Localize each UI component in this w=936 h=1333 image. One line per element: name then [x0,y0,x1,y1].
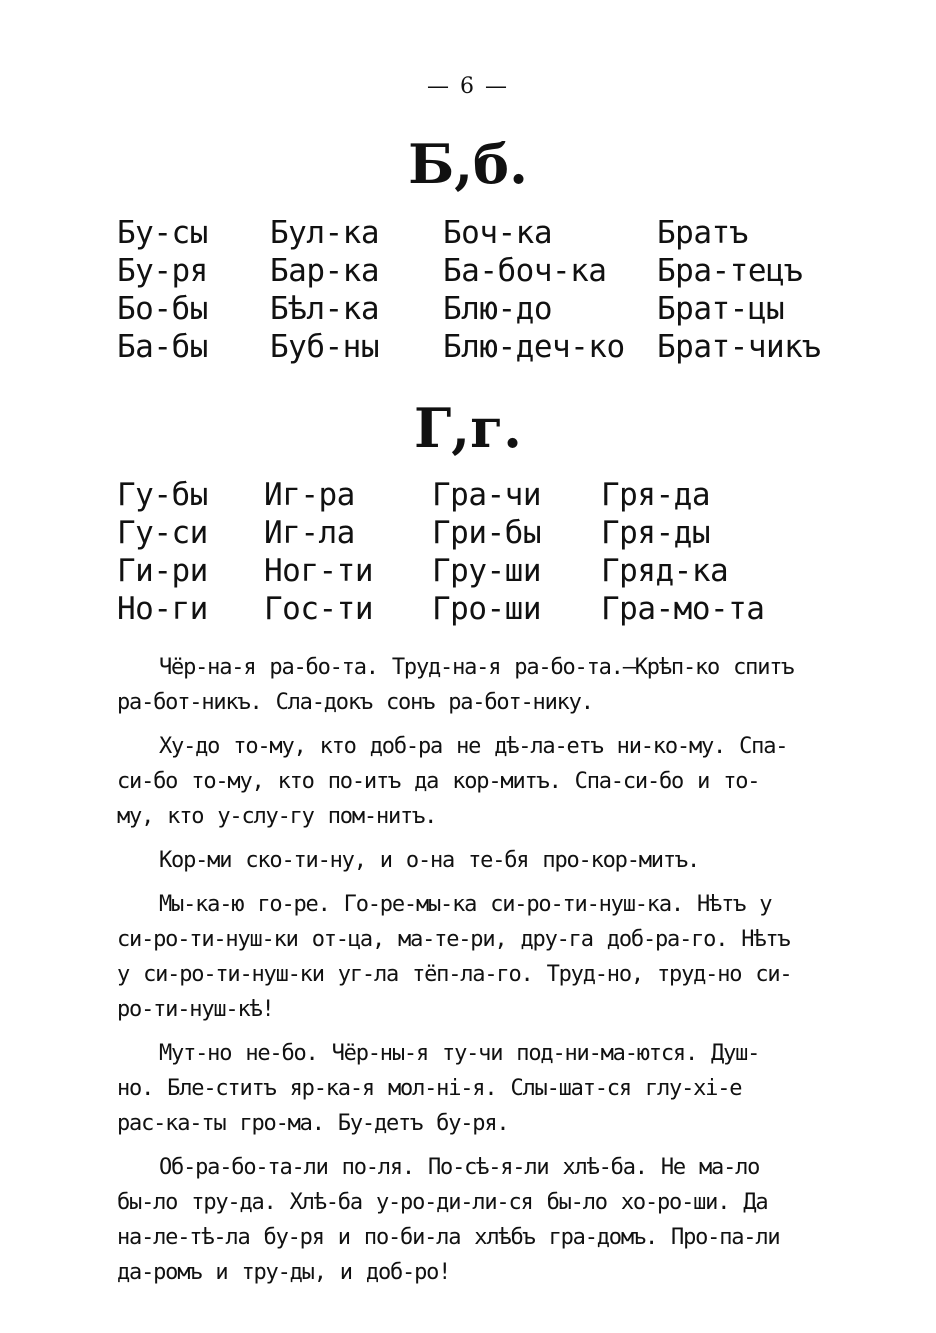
word: Бу-ря [117,253,208,289]
word: Гос-ти [264,591,373,627]
word: Бу-сы [117,215,208,251]
word: Бул-ка [270,215,379,251]
text-line: но. Бле-ститъ яр-ка-я мол-нi-я. Слы-шат-ся глу-хi-е [117,1076,742,1101]
text-line: на-ле-тѣ-ла бу-ря и по-би-ла хлѣбъ гра-домъ. Про-па-ли [117,1225,780,1250]
word-column [270,214,379,366]
paragraph [117,1150,827,1290]
text-line: си-ро-ти-нуш-ки от-ца, ма-те-ри, дру-га доб-ра-го. Нѣтъ [117,927,790,952]
word: Гря-ды [601,515,710,551]
paragraph [117,843,827,878]
text-line: Об-ра-бо-та-ли по-ля. По-сѣ-я-ли хлѣ-ба. Не ма-ло [159,1155,760,1180]
word: Бѣл-ка [270,291,379,327]
word-column [657,214,820,366]
word-column [264,476,373,628]
letter-heading-g: Г,г. [414,396,522,460]
word: Гра-мо-та [601,591,765,627]
paragraph [117,729,827,834]
text-line: Мы-ка-ю го-ре. Го-ре-мы-ка си-ро-ти-нуш-ка. Нѣтъ у [159,892,772,917]
word: Ба-бы [117,329,208,365]
word: Буб-ны [270,329,379,365]
word: Братъ [657,215,748,251]
text-line: Чёр-на-я ра-бо-та. Труд-на-я ра-бо-та.—Крѣп-ко спитъ [159,655,794,680]
text-line: Кор-ми ско-ти-ну, и о-на те-бя про-кор-митъ. [159,848,699,873]
word: Гра-чи [432,477,541,513]
word: Боч-ка [443,215,552,251]
letter-heading-b: Б,б. [408,132,528,196]
word: Гру-ши [432,553,541,589]
word: Бар-ка [270,253,379,289]
reading-text [117,650,827,1299]
word: Брат-чикъ [657,329,821,365]
word: Иг-ра [264,477,355,513]
word: Бо-бы [117,291,208,327]
word-column [601,476,764,628]
text-line: му, кто у-слу-гу пом-нитъ. [117,804,437,829]
word: Бра-тецъ [657,253,803,289]
text-line: рас-ка-ты гро-ма. Бу-детъ бу-ря. [117,1111,509,1136]
word: Гро-ши [432,591,541,627]
word: Гряд-ка [601,553,729,589]
word-column [432,476,541,628]
word-column [117,476,208,628]
paragraph [117,1036,827,1141]
page-number: — 6 — [427,74,509,99]
word: Ба-боч-ка [443,253,607,289]
word-column [117,214,208,366]
word: Ги-ри [117,553,208,589]
word: Брат-цы [657,291,785,327]
text-line: Ху-до то-му, кто доб-ра не дѣ-ла-етъ ни-ко-му. Спа- [159,734,788,759]
word: Но-ги [117,591,208,627]
word: Блю-до [443,291,552,327]
text-line: у си-ро-ти-нуш-ки уг-ла тёп-ла-го. Труд-но, труд-но си- [117,962,792,987]
text-line: да-ромъ и тру-ды, и доб-ро! [117,1260,451,1285]
text-line: бы-ло тру-да. Хлѣ-ба у-ро-ди-ли-ся бы-ло хо-ро-ши. Да [117,1190,768,1215]
paragraph [117,887,827,1027]
text-line: си-бо то-му, кто по-итъ да кор-митъ. Спа-си-бо и то- [117,769,760,794]
word: Гу-си [117,515,208,551]
word: Гря-да [601,477,710,513]
word: Ног-ти [264,553,373,589]
word: Блю-деч-ко [443,329,625,365]
paragraph [117,650,827,720]
text-line: ра-бот-никъ. Сла-докъ сонъ ра-бот-нику. [117,690,593,715]
word: Гу-бы [117,477,208,513]
word-column [443,214,625,366]
text-line: ро-ти-нуш-кѣ! [117,997,274,1022]
word: Гри-бы [432,515,541,551]
word: Иг-ла [264,515,355,551]
text-line: Мут-но не-бо. Чёр-ны-я ту-чи под-ни-ма-ются. Душ- [159,1041,760,1066]
